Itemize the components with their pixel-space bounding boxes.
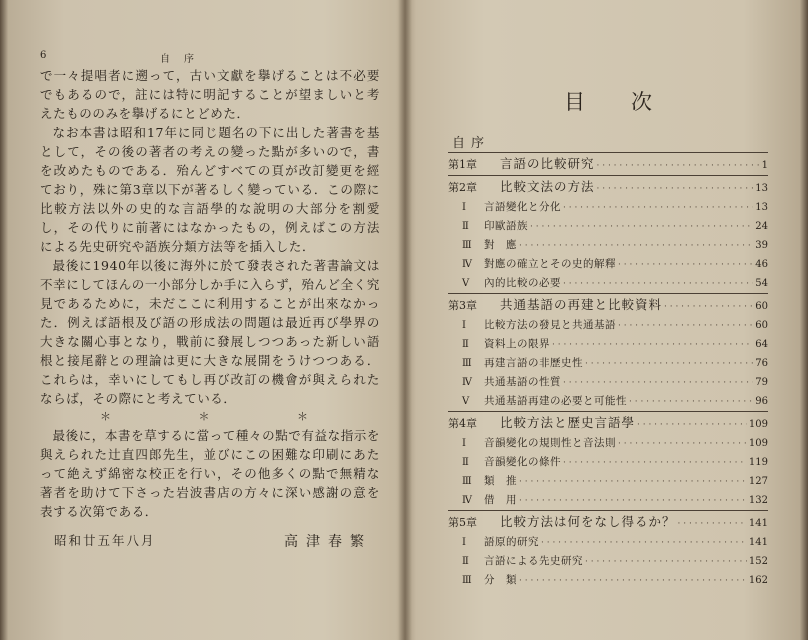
section-number: Ⅱ: [462, 457, 469, 468]
chapter-number: 第5章: [448, 516, 477, 529]
section-title: 共通基語の性質: [484, 376, 561, 388]
section-title: 共通基語再建の必要と可能性: [484, 395, 627, 407]
chapter-page-number: 60: [755, 301, 768, 312]
toc-chapter-entry[interactable]: [448, 511, 768, 533]
paragraph: なお本書は昭和17年に同じ題名の下に出した著書を基として，その後の著者の考えの變った點が多いので，書を改めたものである．殆んどすべての頁が改訂變更を經ており，殊に第3章以下が著るしく變っている．この際に比較方法以外の史的な言語學的な說明の大部分を割愛し，その代りに前著にはなかったもの，例えばこの方法による先史研究や語族分類方法等を插入した．: [40, 125, 380, 254]
toc-section-entry[interactable]: [448, 552, 768, 571]
section-page-number: 141: [748, 537, 768, 548]
section-number: Ⅲ: [462, 575, 472, 586]
chapter-title: 言語の比較研究: [500, 156, 595, 171]
leader-dots: [519, 237, 753, 256]
chapter-number: 第2章: [448, 181, 477, 194]
toc-preface-entry[interactable]: 自序: [452, 136, 491, 151]
section-number: Ⅴ: [462, 278, 470, 289]
chapter-page-number: 109: [748, 419, 768, 430]
section-title: 比較方法の發見と共通基語: [484, 319, 616, 331]
section-title: 對應の確立とその史的解釋: [484, 258, 616, 270]
chapter-title: 比較文法の方法: [500, 179, 595, 194]
section-title: 資料上の限界: [484, 338, 550, 350]
toc-heading: 目次: [564, 90, 698, 114]
section-number: Ⅳ: [462, 377, 472, 388]
page-number: 6: [40, 50, 47, 61]
section-title: 再建言語の非歷史性: [484, 357, 583, 369]
leader-dots: [519, 572, 747, 591]
leader-dots: [618, 317, 753, 336]
chapter-title: 比較方法は何をなし得るか？: [500, 514, 676, 529]
section-number: Ⅱ: [462, 556, 469, 567]
section-page-number: 96: [755, 396, 768, 407]
section-page-number: 127: [748, 476, 768, 487]
chapter-number: 第4章: [448, 417, 477, 430]
chapter-number: 第1章: [448, 158, 477, 171]
closing-paragraph: 最後に，本書を草するに當って種々の點で有益な指示を與えられた辻直四郎先生，並びにこの困難な印刷にあたって絶えず綿密な校正を行い，その他多くの點で無精な著者を助けて下さった岩波書店の方々に深い感謝の意を表する次第である．: [40, 428, 381, 519]
leader-dots: [629, 393, 753, 412]
section-number: Ⅰ: [462, 320, 466, 331]
section-page-number: 64: [755, 339, 768, 350]
section-title: 印歐語族: [484, 220, 528, 232]
toc-section-entry[interactable]: [448, 255, 768, 274]
author-name: 高津春繁: [284, 534, 372, 550]
section-number: Ⅳ: [462, 259, 472, 270]
leader-dots: [552, 336, 753, 355]
leader-dots: [563, 275, 753, 294]
toc-section-entry[interactable]: [448, 198, 768, 217]
leader-dots: [530, 218, 753, 237]
preface-page: [40, 50, 380, 551]
leader-dots: [597, 155, 760, 177]
leader-dots: [563, 454, 747, 473]
leader-dots: [585, 355, 753, 374]
section-page-number: 39: [755, 240, 768, 251]
page-edge-right: [800, 0, 808, 640]
section-title: 借 用: [484, 494, 517, 506]
section-number: Ⅰ: [462, 438, 466, 449]
section-title: 音韻變化の條件: [484, 456, 561, 468]
section-page-number: 162: [748, 575, 768, 586]
toc-section-entry[interactable]: [448, 354, 768, 373]
leader-dots: [585, 553, 747, 572]
toc-chapter-entry[interactable]: [448, 176, 768, 198]
section-number: Ⅲ: [462, 476, 472, 487]
signature-block: [40, 531, 380, 551]
leader-dots: [664, 296, 753, 318]
section-page-number: 152: [748, 556, 768, 567]
toc-section-entry[interactable]: [448, 434, 768, 453]
section-page-number: 54: [755, 278, 768, 289]
chapter-title: 比較方法と歷史言語學: [500, 415, 636, 430]
toc-section-entry[interactable]: [448, 533, 768, 552]
section-title: 分 類: [484, 574, 517, 586]
section-title: 內的比較の必要: [484, 277, 561, 289]
toc-section-entry[interactable]: [448, 217, 768, 236]
chapter-number: 第3章: [448, 299, 477, 312]
page-header: [40, 50, 380, 66]
leader-dots: [637, 414, 747, 436]
section-title: 言語による先史研究: [484, 555, 583, 567]
leader-dots: [618, 256, 753, 275]
section-page-number: 13: [755, 202, 768, 213]
leader-dots: [541, 534, 747, 553]
section-title: 語原的研究: [484, 536, 539, 548]
section-title: 言語變化と分化: [484, 201, 561, 213]
toc-section-entry[interactable]: [448, 335, 768, 354]
book-gutter: [398, 0, 412, 640]
chapter-page-number: 141: [748, 518, 768, 529]
toc-chapter-entry[interactable]: [448, 153, 768, 175]
section-number: Ⅳ: [462, 495, 472, 506]
toc-chapter-entry[interactable]: [448, 294, 768, 316]
chapter-page-number: 1: [761, 160, 768, 171]
toc-section-entry[interactable]: [448, 571, 768, 590]
toc-section-entry[interactable]: [448, 274, 768, 293]
toc-section-entry[interactable]: [448, 491, 768, 510]
toc-section-entry[interactable]: [448, 316, 768, 335]
table-of-contents: [448, 86, 768, 590]
leader-dots: [618, 435, 747, 454]
section-page-number: 76: [755, 358, 768, 369]
section-page-number: 119: [748, 457, 768, 468]
section-page-number: 24: [755, 221, 768, 232]
leader-dots: [519, 473, 747, 492]
paragraph: で一々提唱者に遡って，古い文獻を擧げることは不必要でもあるので，註には特に明記することが望ましいと考えたもののみを擧げるにとどめた．: [40, 68, 380, 121]
section-page-number: 46: [755, 259, 768, 270]
section-page-number: 109: [748, 438, 768, 449]
chapter-title: 共通基語の再建と比較資料: [500, 297, 663, 312]
section-break-stars: ＊ ＊ ＊: [100, 410, 350, 423]
section-number: Ⅲ: [462, 240, 472, 251]
section-number: Ⅴ: [462, 396, 470, 407]
section-title: 類 推: [484, 475, 517, 487]
toc-section-entry[interactable]: [448, 392, 768, 411]
section-page-number: 60: [755, 320, 768, 331]
running-title: 自序: [160, 54, 208, 65]
leader-dots: [678, 513, 747, 535]
paragraph: 最後に1940年以後に海外に於て發表された著書論文は不幸にしてほんの一小部分しか手に入らず，殆んど全く究見であるために，未だここに利用することが出來なかった．例えば語根及び語の形成法の問題は最近再び學界の大きな關心事となり，戰前に發展しつつあった新しい語根と接尾辭との理論は更に大きな展開をうけつつある．これらは，幸いにしてもし再び改訂の機會が與えられたならば，その際にと考えている．: [40, 258, 380, 406]
preface-date: 昭和廿五年八月: [54, 533, 156, 548]
toc-section-entry[interactable]: [448, 373, 768, 392]
toc-section-entry[interactable]: [448, 453, 768, 472]
leader-dots: [597, 178, 754, 200]
preface-body: [40, 66, 380, 521]
section-number: Ⅱ: [462, 339, 469, 350]
section-title: 對 應: [484, 239, 517, 251]
toc-chapter-entry[interactable]: [448, 412, 768, 434]
leader-dots: [519, 492, 747, 511]
chapter-page-number: 13: [755, 183, 768, 194]
toc-list: [448, 152, 768, 590]
section-page-number: 132: [748, 495, 768, 506]
section-number: Ⅱ: [462, 221, 469, 232]
section-page-number: 79: [755, 377, 768, 388]
toc-section-entry[interactable]: [448, 472, 768, 491]
leader-dots: [563, 374, 753, 393]
page-edge-left: [0, 0, 8, 640]
section-number: Ⅰ: [462, 537, 466, 548]
section-number: Ⅰ: [462, 202, 466, 213]
leader-dots: [563, 199, 753, 218]
toc-section-entry[interactable]: [448, 236, 768, 255]
section-title: 音韻變化の規則性と音法則: [484, 437, 616, 449]
section-number: Ⅲ: [462, 358, 472, 369]
